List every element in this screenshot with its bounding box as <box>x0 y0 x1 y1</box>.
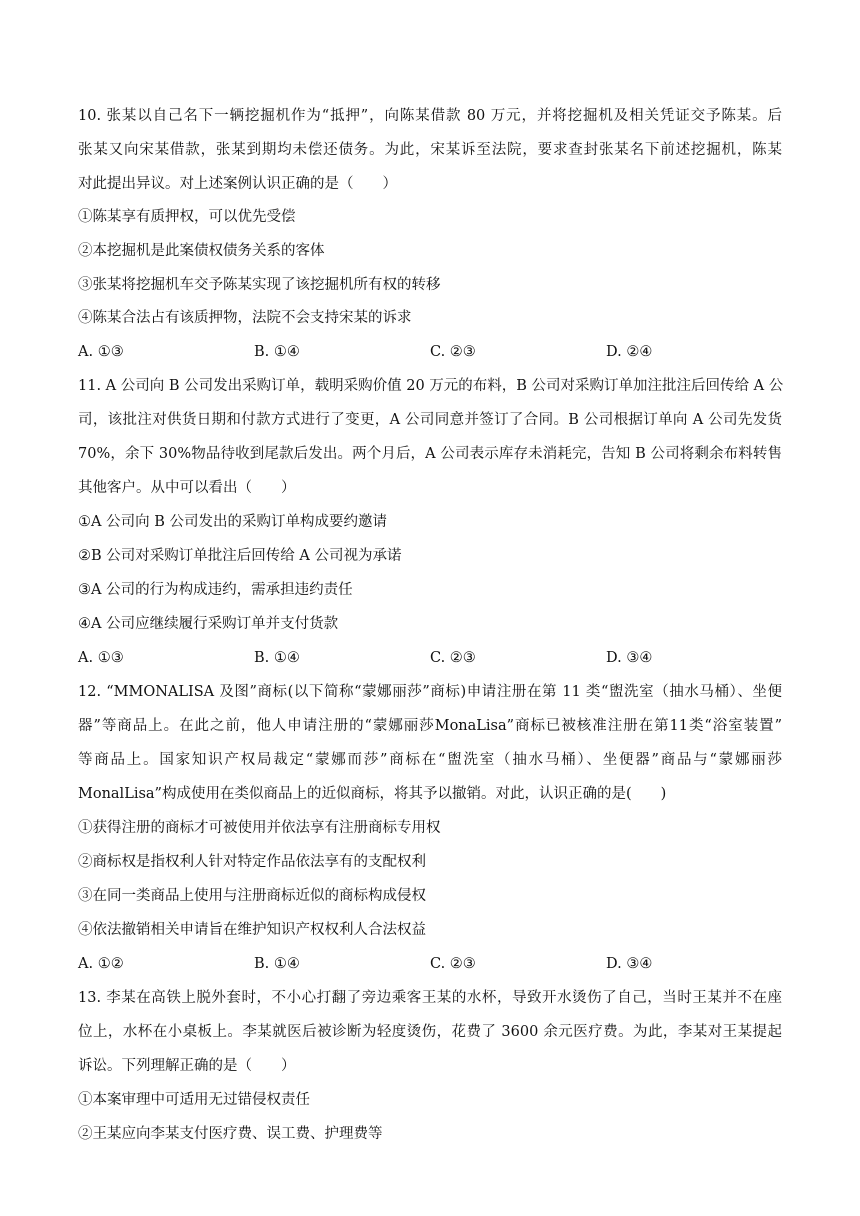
statement: ④陈某合法占有该质押物，法院不会支持宋某的诉求 <box>78 310 412 326</box>
statement: ①A 公司向 B 公司发出的采购订单构成要约邀请 <box>78 514 387 530</box>
question-stem-line: 对此提出异议。对上述案例认识正确的是（ ） <box>78 176 397 192</box>
question-stem-line: 等商品上。国家知识产权局裁定“蒙娜而莎”商标在“盥洗室（抽水马桶）、坐便器”商品与“蒙娜丽莎 <box>78 752 782 768</box>
question-stem-line: 其他客户。从中可以看出（ ） <box>78 480 296 496</box>
question-stem-line: 司，该批注对供货日期和付款方式进行了变更，A 公司同意并签订了合同。B 公司根据订单向 A 公司先发货 <box>78 412 782 428</box>
option-b: B. ①④ <box>254 344 300 360</box>
question-stem-line: 13. 李某在高铁上脱外套时，不小心打翻了旁边乘客王某的水杯，导致开水烫伤了自己，当时王某并不在座 <box>78 990 782 1006</box>
statement: ③在同一类商品上使用与注册商标近似的商标构成侵权 <box>78 888 426 904</box>
statement: ②本挖掘机是此案债权债务关系的客体 <box>78 243 325 259</box>
option-c: C. ②③ <box>430 344 476 360</box>
statement: ①获得注册的商标才可被使用并依法享有注册商标专用权 <box>78 820 441 836</box>
option-a: A. ①③ <box>78 344 124 360</box>
option-a: A. ①② <box>78 956 124 972</box>
question-stem-line: 张某又向宋某借款，张某到期均未偿还债务。为此，宋某诉至法院，要求查封张某名下前述挖掘机，陈某 <box>78 142 782 158</box>
question-stem-line: 位上，水杯在小桌板上。李某就医后被诊断为轻度烫伤，花费了 3600 余元医疗费。为此，李某对王某提起 <box>78 1024 782 1040</box>
option-c: C. ②③ <box>430 650 476 666</box>
question-stem-line: 诉讼。下列理解正确的是（ ） <box>78 1058 296 1074</box>
statement: ①陈某享有质押权，可以优先受偿 <box>78 209 296 225</box>
statement: ④依法撤销相关申请旨在维护知识产权权利人合法权益 <box>78 922 426 938</box>
option-d: D. ③④ <box>606 956 653 972</box>
question-stem-line: 器”等商品上。在此之前，他人申请注册的“蒙娜丽莎MonaLisa”商标已被核准注册在第11类“浴室装置” <box>78 718 782 734</box>
question-stem-line: MonalLisa”构成使用在类似商品上的近似商标，将其予以撤销。对此，认识正确的是( ) <box>78 786 667 802</box>
question-stem-line: 70%，余下 30%物品待收到尾款后发出。两个月后，A 公司表示库存未消耗完，告知 B 公司将剩余布料转售 <box>78 446 782 462</box>
question-stem-line: 11. A 公司向 B 公司发出采购订单，载明采购价值 20 万元的布料，B 公司对采购订单加注批注后回传给 A 公 <box>78 378 784 394</box>
statement: ②商标权是指权利人针对特定作品依法享有的支配权利 <box>78 854 426 870</box>
option-a: A. ①③ <box>78 650 124 666</box>
option-b: B. ①④ <box>254 650 300 666</box>
option-b: B. ①④ <box>254 956 300 972</box>
statement: ③张某将挖掘机车交予陈某实现了该挖掘机所有权的转移 <box>78 277 441 293</box>
option-d: D. ②④ <box>606 344 653 360</box>
statement: ③A 公司的行为构成违约，需承担违约责任 <box>78 582 353 598</box>
question-stem-line: 12. “MMONALISA 及图”商标(以下简称“蒙娜丽莎”商标)申请注册在第 11 类“盥洗室（抽水马桶）、坐便 <box>78 684 782 700</box>
statement: ④A 公司应继续履行采购订单并支付货款 <box>78 616 339 632</box>
question-stem-line: 10. 张某以自己名下一辆挖掘机作为“抵押”，向陈某借款 80 万元，并将挖掘机及相关凭证交予陈某。后 <box>78 108 782 124</box>
statement: ②B 公司对采购订单批注后回传给 A 公司视为承诺 <box>78 548 402 564</box>
statement: ①本案审理中可适用无过错侵权责任 <box>78 1092 310 1108</box>
statement: ②王某应向李某支付医疗费、误工费、护理费等 <box>78 1126 383 1142</box>
option-c: C. ②③ <box>430 956 476 972</box>
option-d: D. ③④ <box>606 650 653 666</box>
